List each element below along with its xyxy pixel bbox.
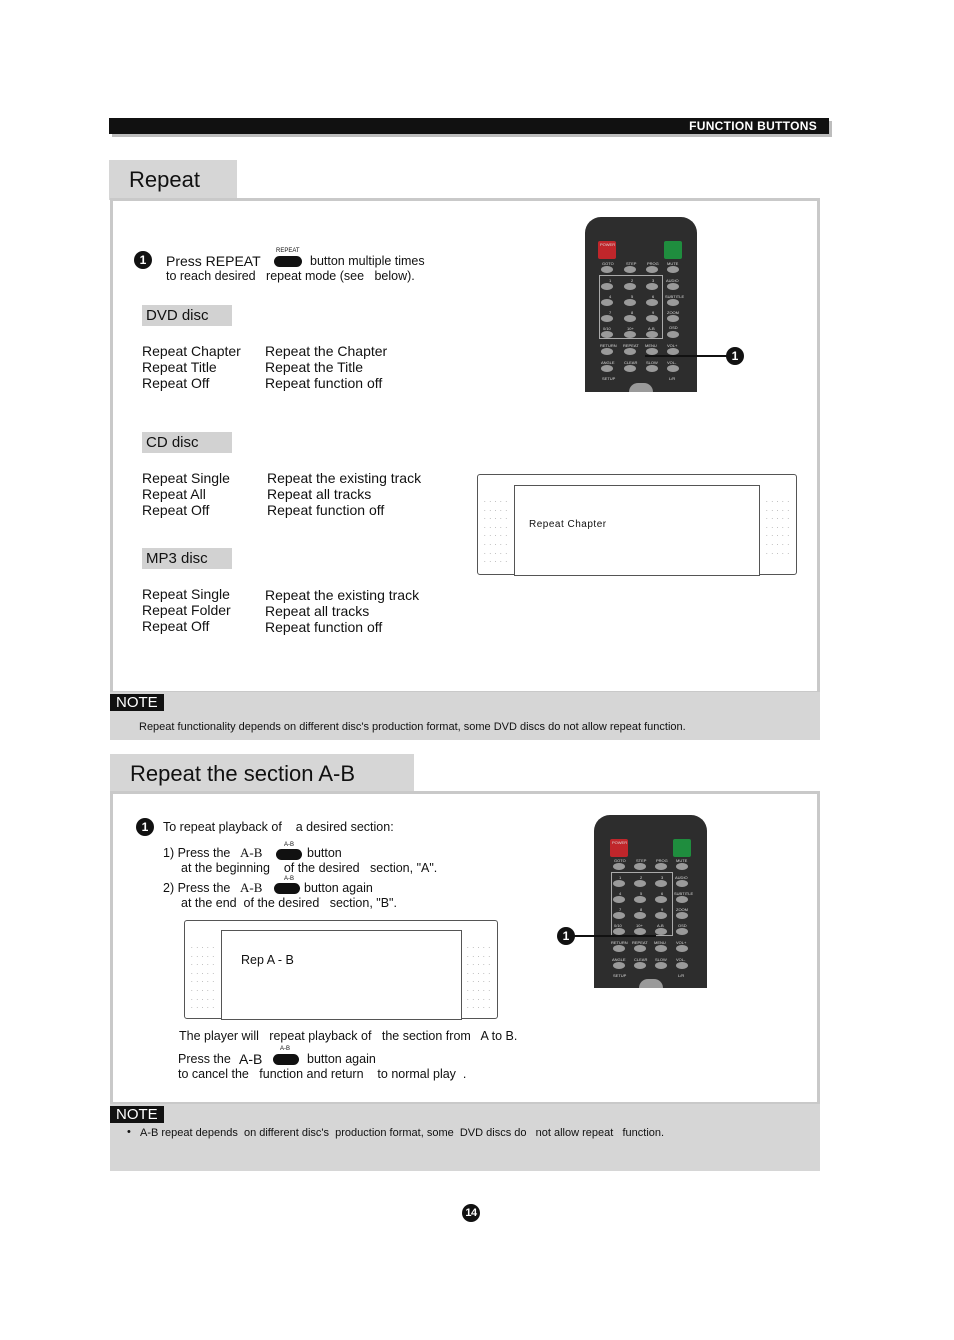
mp3-heading: MP3 disc <box>142 548 232 569</box>
repeat-section-title: Repeat <box>109 160 237 200</box>
note-label: NOTE <box>110 1106 164 1123</box>
speaker-grille-right: . . . . . . . . . . . . . . . . . . . . . . . . . . . . . . . . . . . . . . . . <box>467 944 492 1011</box>
mp3-desc: Repeat function off <box>265 619 383 635</box>
key-label: 9 <box>652 310 655 315</box>
speaker-grille-right: . . . . . . . . . . . . . . . . . . . . . . . . . . . . . . . . . . . <box>766 498 791 556</box>
ab-button-caption: A-B <box>280 1046 291 1052</box>
tv-screen-illustration <box>477 474 797 575</box>
remote-control-illustration <box>594 815 707 988</box>
key-label: 3 <box>661 875 664 880</box>
osd-label: OSD <box>678 923 687 928</box>
mp3-desc: Repeat the existing track <box>265 587 420 603</box>
speaker-grille-left: . . . . . . . . . . . . . . . . . . . . . . . . . . . . . . . . . . . . . . . . <box>191 944 216 1011</box>
key-label: 7 <box>619 907 622 912</box>
audio-label: AUDIO <box>675 875 688 880</box>
cd-heading: CD disc <box>142 432 232 453</box>
key-label: 8 <box>631 310 634 315</box>
repeat-step-text-c: to reach desired repeat mode (see below). <box>166 269 415 283</box>
clear-label: CLEAR <box>624 360 638 365</box>
dvd-mode: Repeat Off <box>142 375 210 391</box>
note-text: Repeat functionality depends on different disc's production format, some DVD discs do not allow repeat function. <box>139 721 686 733</box>
key-label: 6 <box>652 294 655 299</box>
ab-button-icon <box>276 849 302 860</box>
subtitle-label: SUBTITLE <box>665 294 685 299</box>
ab-cancel-key: A-B <box>239 1051 263 1067</box>
ab-button-icon <box>273 1054 299 1065</box>
remote-control-illustration <box>585 217 697 392</box>
menu-label: MENU <box>654 940 666 945</box>
key-label: 10+ <box>627 326 634 331</box>
cd-desc-list <box>267 470 421 518</box>
lr-label: L/R <box>669 376 676 381</box>
mp3-mode: Repeat Folder <box>142 602 231 618</box>
cd-mode-list <box>142 470 230 518</box>
ab-step1-key: A-B <box>240 845 263 860</box>
return-label: RETURN <box>600 343 617 348</box>
screen-osd-text: Repeat Chapter <box>529 519 607 530</box>
cd-desc: Repeat the existing track <box>267 470 422 486</box>
ab-step2-text-c: at the end of the desired section, "B". <box>181 896 397 910</box>
volp-label: VOL+ <box>676 940 687 945</box>
header-title: FUNCTION BUTTONS <box>689 119 817 133</box>
ab-tv-screen-illustration <box>184 920 498 1019</box>
dvd-mode: Repeat Title <box>142 359 217 375</box>
ab-cancel-text-c: to cancel the function and return to normal play . <box>178 1067 467 1081</box>
ab-intro: To repeat playback of a desired section: <box>163 820 394 834</box>
dvd-desc: Repeat the Chapter <box>265 343 388 359</box>
mp3-mode: Repeat Single <box>142 586 230 602</box>
return-label: RETURN <box>611 940 628 945</box>
mp3-mode-list <box>142 586 231 634</box>
key-label: 7 <box>609 310 612 315</box>
key-label: 2 <box>640 875 643 880</box>
callout-badge: 1 <box>726 347 744 365</box>
goto-label: GOTO <box>602 261 614 266</box>
angle-label: ANGLE <box>601 360 615 365</box>
ab-button-icon <box>274 883 300 894</box>
dvd-heading: DVD disc <box>142 305 232 326</box>
header-bar <box>109 118 829 134</box>
volp-label: VOL+ <box>667 343 678 348</box>
mp3-mode: Repeat Off <box>142 618 210 634</box>
ab-button-caption: A-B <box>284 842 295 848</box>
power-label: POWER <box>600 242 616 247</box>
ab-step1-text-c: at the beginning of the desired section, "A". <box>181 861 438 875</box>
cd-desc: Repeat all tracks <box>267 486 372 502</box>
key-label: 5 <box>631 294 634 299</box>
zoom-label: ZOOM <box>676 907 688 912</box>
nav-pad <box>629 383 653 392</box>
mute-label: MUTE <box>676 858 688 863</box>
prog-label: PROG <box>656 858 668 863</box>
cd-mode: Repeat Single <box>142 470 230 486</box>
slow-label: SLOW <box>655 957 667 962</box>
note-label: NOTE <box>110 694 164 711</box>
key-label: 4 <box>609 294 612 299</box>
mute-button <box>664 241 682 259</box>
repeat-key-label: REPEAT <box>632 940 648 945</box>
osd-label: OSD <box>669 325 678 330</box>
note-text: A-B repeat depends on different disc's production format, some DVD discs do not allow repeat function. <box>140 1127 665 1139</box>
dvd-desc: Repeat the Title <box>265 359 364 375</box>
callout-badge: 1 <box>557 927 575 945</box>
dvd-mode: Repeat Chapter <box>142 343 241 359</box>
ab-cancel-text-b: button again <box>307 1052 376 1066</box>
mp3-desc: Repeat all tracks <box>265 603 370 619</box>
setup-label: SETUP <box>613 973 627 978</box>
mute-button <box>673 839 691 857</box>
volm-label: VOL- <box>676 957 686 962</box>
speaker-grille-left: . . . . . . . . . . . . . . . . . . . . . . . . . . . . . . . . . . . . . . . . <box>484 498 509 565</box>
slow-label: SLOW <box>646 360 658 365</box>
step-label: STEP <box>636 858 647 863</box>
repeat-step-text-a: Press REPEAT <box>166 253 261 269</box>
lr-label: L/R <box>678 973 685 978</box>
repeat-step-text-b: button multiple times <box>310 254 425 268</box>
menu-label: MENU <box>645 343 657 348</box>
ab-step-number-badge: 1 <box>136 818 154 836</box>
key-label: 9 <box>661 907 664 912</box>
goto-label: GOTO <box>614 858 626 863</box>
ab-step2-text-b: button again <box>304 881 373 895</box>
cd-desc: Repeat function off <box>267 502 385 518</box>
prog-label: PROG <box>647 261 659 266</box>
key-label: 10+ <box>636 923 643 928</box>
ab-result-text: The player will repeat playback of the section from A to B. <box>179 1029 518 1043</box>
key-label: 2 <box>631 278 634 283</box>
key-label: 0/10 <box>603 326 611 331</box>
ab-cancel-text-a: Press the <box>178 1052 231 1066</box>
zoom-label: ZOOM <box>667 310 679 315</box>
callout-line <box>645 355 727 357</box>
repeat-button-caption: REPEAT <box>276 248 300 254</box>
tv-screen-display <box>514 485 760 576</box>
note-bullet: • <box>127 1126 131 1138</box>
ab-step1-text-b: button <box>307 846 342 860</box>
dvd-desc: Repeat function off <box>265 375 383 391</box>
setup-label: SETUP <box>602 376 616 381</box>
repeat-button-icon <box>274 256 302 267</box>
dvd-desc-list <box>265 343 387 391</box>
key-label: 3 <box>652 278 655 283</box>
key-label: 6 <box>661 891 664 896</box>
step-number-badge: 1 <box>134 251 152 269</box>
remote-repeat-button <box>624 348 636 355</box>
page-number: 14 <box>462 1204 480 1222</box>
ab-tv-screen-display <box>221 930 462 1020</box>
ab-screen-osd-text: Rep A - B <box>241 953 294 967</box>
cd-mode: Repeat Off <box>142 502 210 518</box>
subtitle-label: SUBTITLE <box>674 891 694 896</box>
key-label: 1 <box>609 278 612 283</box>
mute-label: MUTE <box>667 261 679 266</box>
ab-step2-text-a: 2) Press the <box>163 881 231 895</box>
audio-label: AUDIO <box>666 278 679 283</box>
callout-line <box>574 935 656 937</box>
remote-ab-button <box>655 928 667 935</box>
ab-label: A-B <box>657 923 664 928</box>
ab-step1-text-a: 1) Press the <box>163 846 231 860</box>
repeat-key-label: REPEAT <box>623 343 639 348</box>
angle-label: ANGLE <box>612 957 626 962</box>
power-label: POWER <box>612 840 628 845</box>
cd-mode: Repeat All <box>142 486 206 502</box>
key-label: 8 <box>640 907 643 912</box>
dvd-mode-list <box>142 343 241 391</box>
clear-label: CLEAR <box>634 957 648 962</box>
nav-pad <box>639 979 663 988</box>
key-label: 5 <box>640 891 643 896</box>
ab-label: A-B <box>648 326 655 331</box>
mp3-desc-list <box>265 587 419 635</box>
step-label: STEP <box>626 261 637 266</box>
ab-section-title: Repeat the section A-B <box>110 754 414 794</box>
key-label: 0/10 <box>614 923 622 928</box>
volm-label: VOL- <box>667 360 677 365</box>
ab-button-caption: A-B <box>284 876 295 882</box>
ab-step2-key: A-B <box>240 880 263 895</box>
key-label: 1 <box>619 875 622 880</box>
key-label: 4 <box>619 891 622 896</box>
